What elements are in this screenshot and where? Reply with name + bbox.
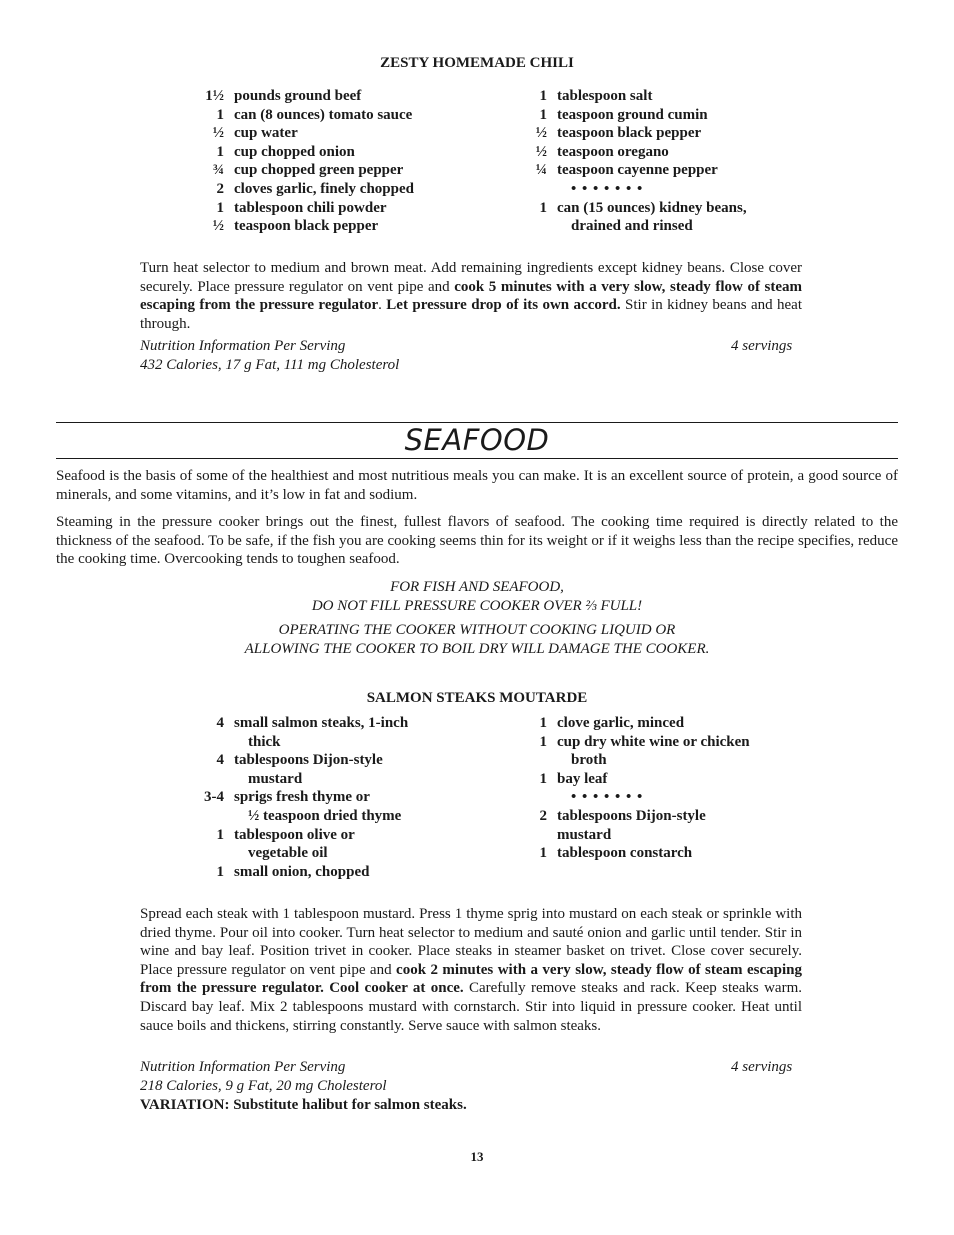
ingredient-text: tablespoon olive or [234,826,355,843]
seafood-section-title: SEAFOOD [404,423,550,457]
ingredient-quantity: 1 [216,143,224,160]
ingredient-quantity: 1 [216,863,224,880]
salmon-nutrition-label: Nutrition Information Per Serving [140,1059,346,1075]
ingredient-quantity: 1 [216,826,224,843]
ingredient-row [513,87,747,106]
seafood-intro-paragraph-2: Steaming in the pressure cooker brings out the finest, fullest flavors of seafood. The cooking time required is directly related to the thickness of the seafood. To be safe, if the fish you are cooking seems thin for its weight or if it weighs less than the recipe specifies, reduce the cooking time. Overcooking tends to toughen seafood. [56,514,898,568]
ingredient-separator: • • • • • • • [571,180,644,197]
ingredient-text: tablespoons Dijon-style [557,807,706,824]
chili-nutrition-label: Nutrition Information Per Serving [140,338,346,354]
ingredient-quantity [513,751,547,770]
ingredient-text: small onion, chopped [234,863,370,880]
chili-directions-text-3: Stir in kidney beans and heat through. [140,297,802,332]
ingredient-quantity: ½ [535,125,547,142]
seafood-intro-paragraph-1: Seafood is the basis of some of the healthiest and most nutritious meals you can make. It is an excellent source of protein, a good source of minerals, and some vitamins, and it’s low in fat and sodium. [56,468,898,503]
ingredient-row [190,106,414,125]
ingredient-text: tablespoon constarch [557,845,693,862]
section-rule-bottom [56,458,898,459]
ingredient-row [190,863,408,882]
ingredient-quantity [190,807,224,826]
ingredient-text: can (8 ounces) tomato sauce [234,106,413,123]
ingredient-text: teaspoon cayenne pepper [557,162,718,179]
ingredient-quantity: ½ [212,125,224,142]
ingredient-text: ½ teaspoon dried thyme [248,807,402,824]
ingredient-text: teaspoon ground cumin [557,106,708,123]
ingredient-row [190,770,408,789]
ingredient-quantity: 1 [539,733,547,750]
ingredient-quantity: ¼ [535,162,547,179]
ingredient-quantity: 4 [216,715,224,731]
ingredient-text: bay leaf [557,770,608,787]
ingredient-quantity [513,217,547,236]
ingredient-row [190,143,414,162]
salmon-variation-note: VARIATION: Substitute halibut for salmon steaks. [140,1097,467,1113]
ingredient-row [513,807,750,826]
ingredient-separator: • • • • • • • [571,789,644,806]
ingredient-quantity: 1 [216,199,224,216]
ingredient-row [190,161,414,180]
ingredient-quantity: ¾ [212,162,224,179]
salmon-recipe-title: SALMON STEAKS MOUTARDE [366,690,588,706]
ingredient-text: can (15 ounces) kidney beans, [557,199,747,216]
ingredient-text: mustard [557,826,612,843]
ingredient-row [513,714,750,733]
chili-directions-text-1: Turn heat selector to medium and brown meat. Add remaining ingredients except kidney beans. Close cover securely. Place pressure regulator on vent pipe and [140,260,802,295]
ingredient-row [190,199,414,218]
ingredient-quantity: 1 [539,715,547,731]
ingredient-quantity [190,770,224,789]
ingredient-row [190,788,408,807]
ingredient-row [513,826,750,845]
ingredient-quantity: 3-4 [204,789,224,806]
ingredient-row [513,106,747,125]
salmon-ingredients-right [513,714,750,863]
chili-directions-text-2: . [378,297,387,314]
ingredient-quantity: ½ [535,143,547,160]
salmon-directions-text-2: Carefully remove steaks and rack. Keep steaks warm. Discard bay leaf. Mix 2 tablespoons mustard with cornstarch. Stir into liquid in pressure cooker. Heat until sauce boils and thickens, stirring constantly. Serve sauce with salmon steaks. [140,980,802,1034]
ingredient-text: pounds ground beef [234,88,362,104]
chili-directions-bold-1: cook 5 minutes with a very slow, steady flow of steam escaping from the pressure regulator [140,278,802,314]
ingredient-text: tablespoon chili powder [234,199,387,216]
ingredient-text: drained and rinsed [571,218,693,235]
page-number: 13 [470,1149,484,1164]
ingredient-text: tablespoons Dijon-style [234,752,383,769]
ingredient-row [190,87,414,106]
ingredient-row [513,124,747,143]
ingredient-text: clove garlic, minced [557,715,685,731]
chili-directions-bold-2: Let pressure drop of its own accord. [386,297,621,314]
chili-directions [140,259,802,333]
salmon-nutrition-values: 218 Calories, 9 g Fat, 20 mg Cholesterol [140,1078,387,1094]
ingredient-text: teaspoon black pepper [234,218,379,235]
ingredient-quantity: 1½ [205,88,224,104]
ingredient-quantity [513,180,547,199]
ingredient-row [513,180,747,199]
ingredient-quantity: 1 [539,88,547,104]
ingredient-quantity: 1 [539,199,547,216]
ingredient-row [513,199,747,218]
ingredient-quantity: 1 [539,845,547,862]
ingredient-text: mustard [248,770,303,787]
chili-servings: 4 servings [731,338,793,354]
ingredient-text: teaspoon oregano [557,143,669,160]
fill-warning-line-2: DO NOT FILL PRESSURE COOKER OVER ⅔ FULL! [311,598,643,614]
chili-ingredients-left [190,87,414,236]
ingredient-text: cup chopped onion [234,143,355,160]
ingredient-row [190,180,414,199]
ingredient-row [190,807,408,826]
ingredient-text: vegetable oil [248,845,328,862]
ingredient-quantity: 1 [539,106,547,123]
ingredient-row [190,844,408,863]
ingredient-row [190,733,408,752]
ingredient-quantity: ½ [212,218,224,235]
salmon-directions [140,905,802,1035]
ingredient-quantity [190,733,224,752]
ingredient-text: cup chopped green pepper [234,162,404,179]
ingredient-quantity [190,844,224,863]
ingredient-quantity: 2 [539,807,547,824]
salmon-directions-bold-1: cook 2 minutes with a very slow, steady flow of steam escaping from the pressure regulator. Cool cooker at once. [140,961,802,997]
ingredient-row [513,844,750,863]
ingredient-quantity: 4 [216,752,224,769]
ingredient-quantity [513,788,547,807]
ingredient-row [190,124,414,143]
ingredient-row [190,714,408,733]
ingredient-row [513,217,747,236]
ingredient-text: cloves garlic, finely chopped [234,180,414,197]
ingredient-row [190,826,408,845]
ingredient-row [513,143,747,162]
salmon-servings: 4 servings [731,1059,793,1075]
ingredient-quantity: 2 [216,180,224,197]
ingredient-text: broth [571,752,607,769]
ingredient-text: cup dry white wine or chicken [557,733,750,750]
boil-dry-warning-line-1: OPERATING THE COOKER WITHOUT COOKING LIQUID OR [278,622,676,638]
salmon-directions-text-1: Spread each steak with 1 tablespoon mustard. Press 1 thyme sprig into mustard on each steak or sprinkle with dried thyme. Pour oil into cooker. Turn heat selector to medium and sauté onion and garlic until tender. Stir in wine and bay leaf. Position trivet in cooker. Place steaks in steamer basket on trivet. Close cover securely. Place pressure regulator on vent pipe and [140,906,802,978]
salmon-ingredients-left [190,714,408,881]
ingredient-row [513,161,747,180]
ingredient-row [190,217,414,236]
ingredient-text: teaspoon black pepper [557,125,702,142]
ingredient-row [190,751,408,770]
boil-dry-warning-line-2: ALLOWING THE COOKER TO BOIL DRY WILL DAMAGE THE COOKER. [244,641,710,657]
ingredient-row [513,788,750,807]
ingredient-quantity: 1 [216,106,224,123]
ingredient-text: sprigs fresh thyme or [234,789,370,806]
chili-ingredients-right [513,87,747,236]
ingredient-row [513,770,750,789]
ingredient-row [513,751,750,770]
chili-nutrition-values: 432 Calories, 17 g Fat, 111 mg Cholesterol [140,357,400,373]
ingredient-quantity: 1 [539,770,547,787]
ingredient-text: cup water [234,125,298,142]
ingredient-text: tablespoon salt [557,88,653,104]
ingredient-quantity [513,826,547,845]
ingredient-row [513,733,750,752]
ingredient-text: small salmon steaks, 1-inch [234,715,409,731]
chili-recipe-title: ZESTY HOMEMADE CHILI [380,55,574,71]
ingredient-text: thick [248,733,281,750]
fill-warning-line-1: FOR FISH AND SEAFOOD, [390,579,564,595]
